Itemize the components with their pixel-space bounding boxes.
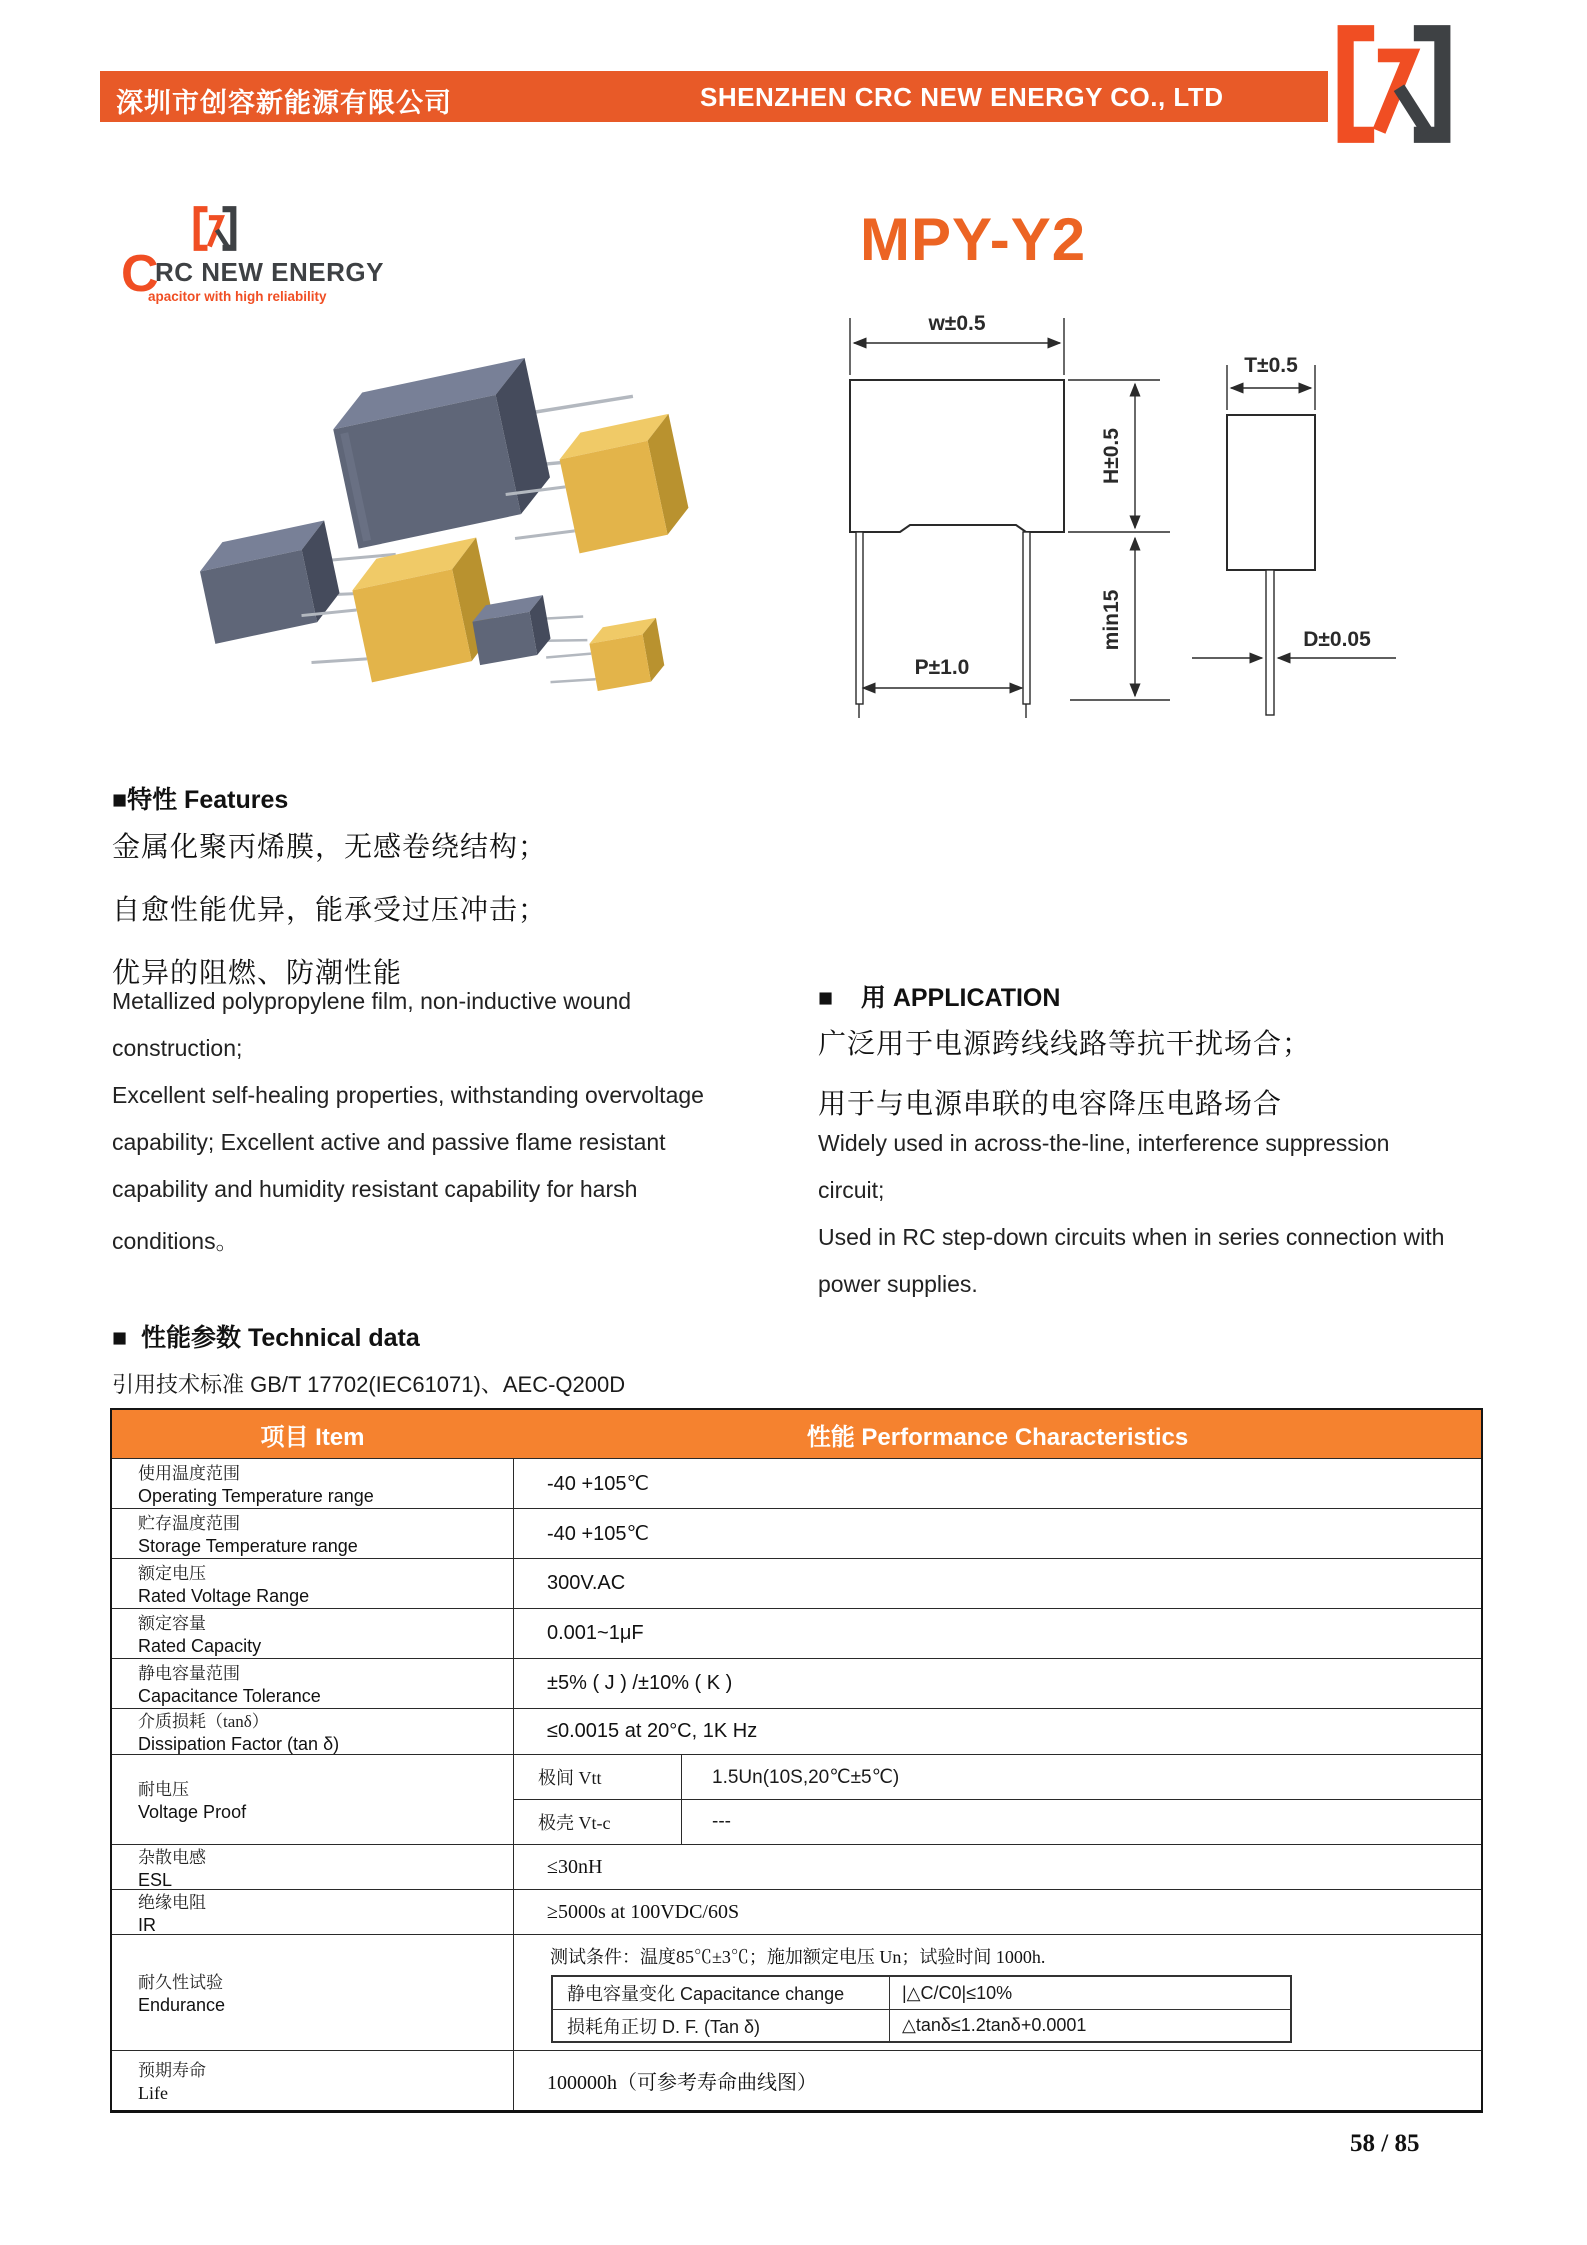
row-label-en: Voltage Proof [138, 1802, 247, 1822]
row-value: ±5% ( J ) /±10% ( K ) [547, 1672, 733, 1694]
dim-p-label: P±1.0 [914, 656, 970, 679]
row-value: ≥5000s at 100VDC/60S [547, 1900, 740, 1923]
dim-d-label: D±0.05 [1303, 628, 1371, 651]
endurance-condition: 测试条件：温度85℃±3℃；施加额定电压 Un；试验时间 1000h. [550, 1947, 1046, 1967]
row-value: 100000h（可参考寿命曲线图） [547, 2072, 817, 2094]
row-label-cn: 使用温度范围 [138, 1464, 240, 1483]
dim-w-label: w±0.5 [928, 312, 986, 335]
technical-standard: 引用技术标准 GB/T 17702(IEC61071)、AEC-Q200D [112, 1372, 626, 1397]
product-photo [135, 330, 695, 730]
subrow-key: 极间 Vtt [514, 1755, 682, 1799]
company-logo-icon [1327, 22, 1461, 146]
row-label-en: Operating Temperature range [138, 1486, 374, 1506]
features-en-line: capability and humidity resistant capability for harsh [112, 1176, 638, 1202]
dim-min-label: min15 [1100, 589, 1123, 651]
technical-heading: ■ 性能参数 Technical data [112, 1324, 420, 1352]
dim-t-label: T±0.5 [1244, 354, 1298, 377]
application-en-line: Used in RC step-down circuits when in series connection with [818, 1224, 1445, 1250]
row-label-en: Rated Capacity [138, 1636, 262, 1656]
row-label-cn: 耐电压 [138, 1780, 189, 1799]
voltage-proof-subrow [514, 1755, 1481, 1799]
inner-row-value: |△C/C0|≤10% [902, 1982, 1013, 2003]
row-label-en: Rated Voltage Range [138, 1586, 310, 1606]
brand-logo-icon [176, 205, 254, 252]
application-en-line: power supplies. [818, 1271, 978, 1297]
table-header-performance: 性能 Performance Characteristics [806, 1423, 1189, 1451]
row-label-en: IR [138, 1914, 156, 1935]
row-value: 0.001~1μF [547, 1622, 644, 1644]
row-value: ≤30nH [547, 1855, 603, 1878]
subrow-value: 1.5Un(10S,20℃±5℃) [712, 1766, 900, 1788]
row-value: -40 +105℃ [547, 1523, 649, 1545]
technical-table [110, 1408, 1483, 2113]
features-en-line: conditions。 [112, 1228, 239, 1254]
table-row [112, 1608, 1481, 1658]
company-name-en: SHENZHEN CRC NEW ENERGY CO., LTD [700, 82, 1224, 112]
row-label-cn: 贮存温度范围 [138, 1514, 240, 1533]
header-bar [100, 71, 1328, 122]
table-header-row [112, 1410, 1481, 1458]
row-label-en: Capacitance Tolerance [138, 1686, 321, 1706]
table-row [112, 1844, 1481, 1889]
row-label-cn: 介质损耗（tanδ） [138, 1712, 269, 1731]
features-cn-line: 优异的阻燃、防潮性能 [112, 957, 403, 988]
product-model-title: MPY-Y2 [860, 206, 1087, 273]
table-row [112, 1658, 1481, 1708]
row-label-cn: 额定容量 [138, 1614, 206, 1633]
brand-initial: C [121, 245, 159, 303]
row-value: 300V.AC [547, 1572, 626, 1594]
table-row [112, 1708, 1481, 1754]
application-heading: ■ 用 APPLICATION [818, 984, 1061, 1012]
dimension-drawing [830, 280, 1400, 720]
inner-row-value: △tanδ≤1.2tanδ+0.0001 [902, 2015, 1087, 2035]
row-label-cn: 额定电压 [138, 1564, 206, 1583]
page-number: 58 / 85 [1350, 2130, 1420, 2157]
features-en-line: Metallized polypropylene film, non-inductive wound [112, 988, 632, 1014]
endurance-inner-table [551, 1975, 1292, 2043]
row-value: ≤0.0015 at 20°C, 1K Hz [547, 1720, 758, 1742]
subrow-key: 极壳 Vt-c [514, 1800, 682, 1844]
table-header-item: 项目 Item [260, 1423, 365, 1451]
row-label-en: Storage Temperature range [138, 1536, 358, 1556]
brand-tagline: apacitor with high reliability [148, 289, 327, 304]
row-label-cn: 杂散电感 [138, 1847, 206, 1867]
table-row-endurance [112, 1934, 1481, 2050]
table-row-voltage-proof [112, 1754, 1481, 1844]
table-row [112, 1458, 1481, 1508]
features-en-line: construction; [112, 1035, 243, 1061]
application-cn-line: 用于与电源串联的电容降压电路场合 [818, 1088, 1283, 1119]
features-heading: ■特性 Features [112, 786, 289, 814]
endurance-inner-row [553, 2009, 1290, 2041]
table-row [112, 1558, 1481, 1608]
table-row [112, 1508, 1481, 1558]
dim-h-label: H±0.5 [1100, 428, 1123, 484]
row-value: -40 +105℃ [547, 1473, 649, 1495]
application-en-line: Widely used in across-the-line, interference suppression [818, 1130, 1390, 1156]
features-en-line: capability; Excellent active and passive flame resistant [112, 1129, 666, 1155]
voltage-proof-subrow [514, 1799, 1481, 1844]
brand-name: RC NEW ENERGY [155, 257, 384, 287]
subrow-value: --- [712, 1811, 731, 1832]
endurance-inner-row [553, 1977, 1290, 2009]
application-cn-line: 广泛用于电源跨线线路等抗干扰场合； [818, 1028, 1312, 1059]
row-label-en: Dissipation Factor (tan δ) [138, 1734, 340, 1754]
inner-row-key: 静电容量变化 Capacitance change [553, 1977, 890, 2009]
row-label-cn: 绝缘电阻 [138, 1892, 206, 1912]
row-label-cn: 静电容量范围 [138, 1664, 240, 1683]
row-label-cn: 耐久性试验 [138, 1973, 223, 1992]
inner-row-key: 损耗角正切 D. F. (Tan δ) [553, 2010, 890, 2041]
company-name-cn: 深圳市创容新能源有限公司 [116, 88, 452, 118]
features-en-line: Excellent self-healing properties, withstanding overvoltage [112, 1082, 704, 1108]
features-cn-line: 金属化聚丙烯膜，无感卷绕结构； [112, 831, 548, 862]
application-en-line: circuit; [818, 1177, 885, 1203]
row-label-en: Endurance [138, 1995, 226, 2015]
table-row [112, 1889, 1481, 1934]
row-label-cn: 预期寿命 [138, 2061, 206, 2080]
row-label-en: ESL [138, 1869, 173, 1890]
features-cn-line: 自愈性能优异，能承受过压冲击； [112, 894, 548, 925]
row-label-en: Life [138, 2083, 168, 2103]
table-row [112, 2050, 1481, 2110]
